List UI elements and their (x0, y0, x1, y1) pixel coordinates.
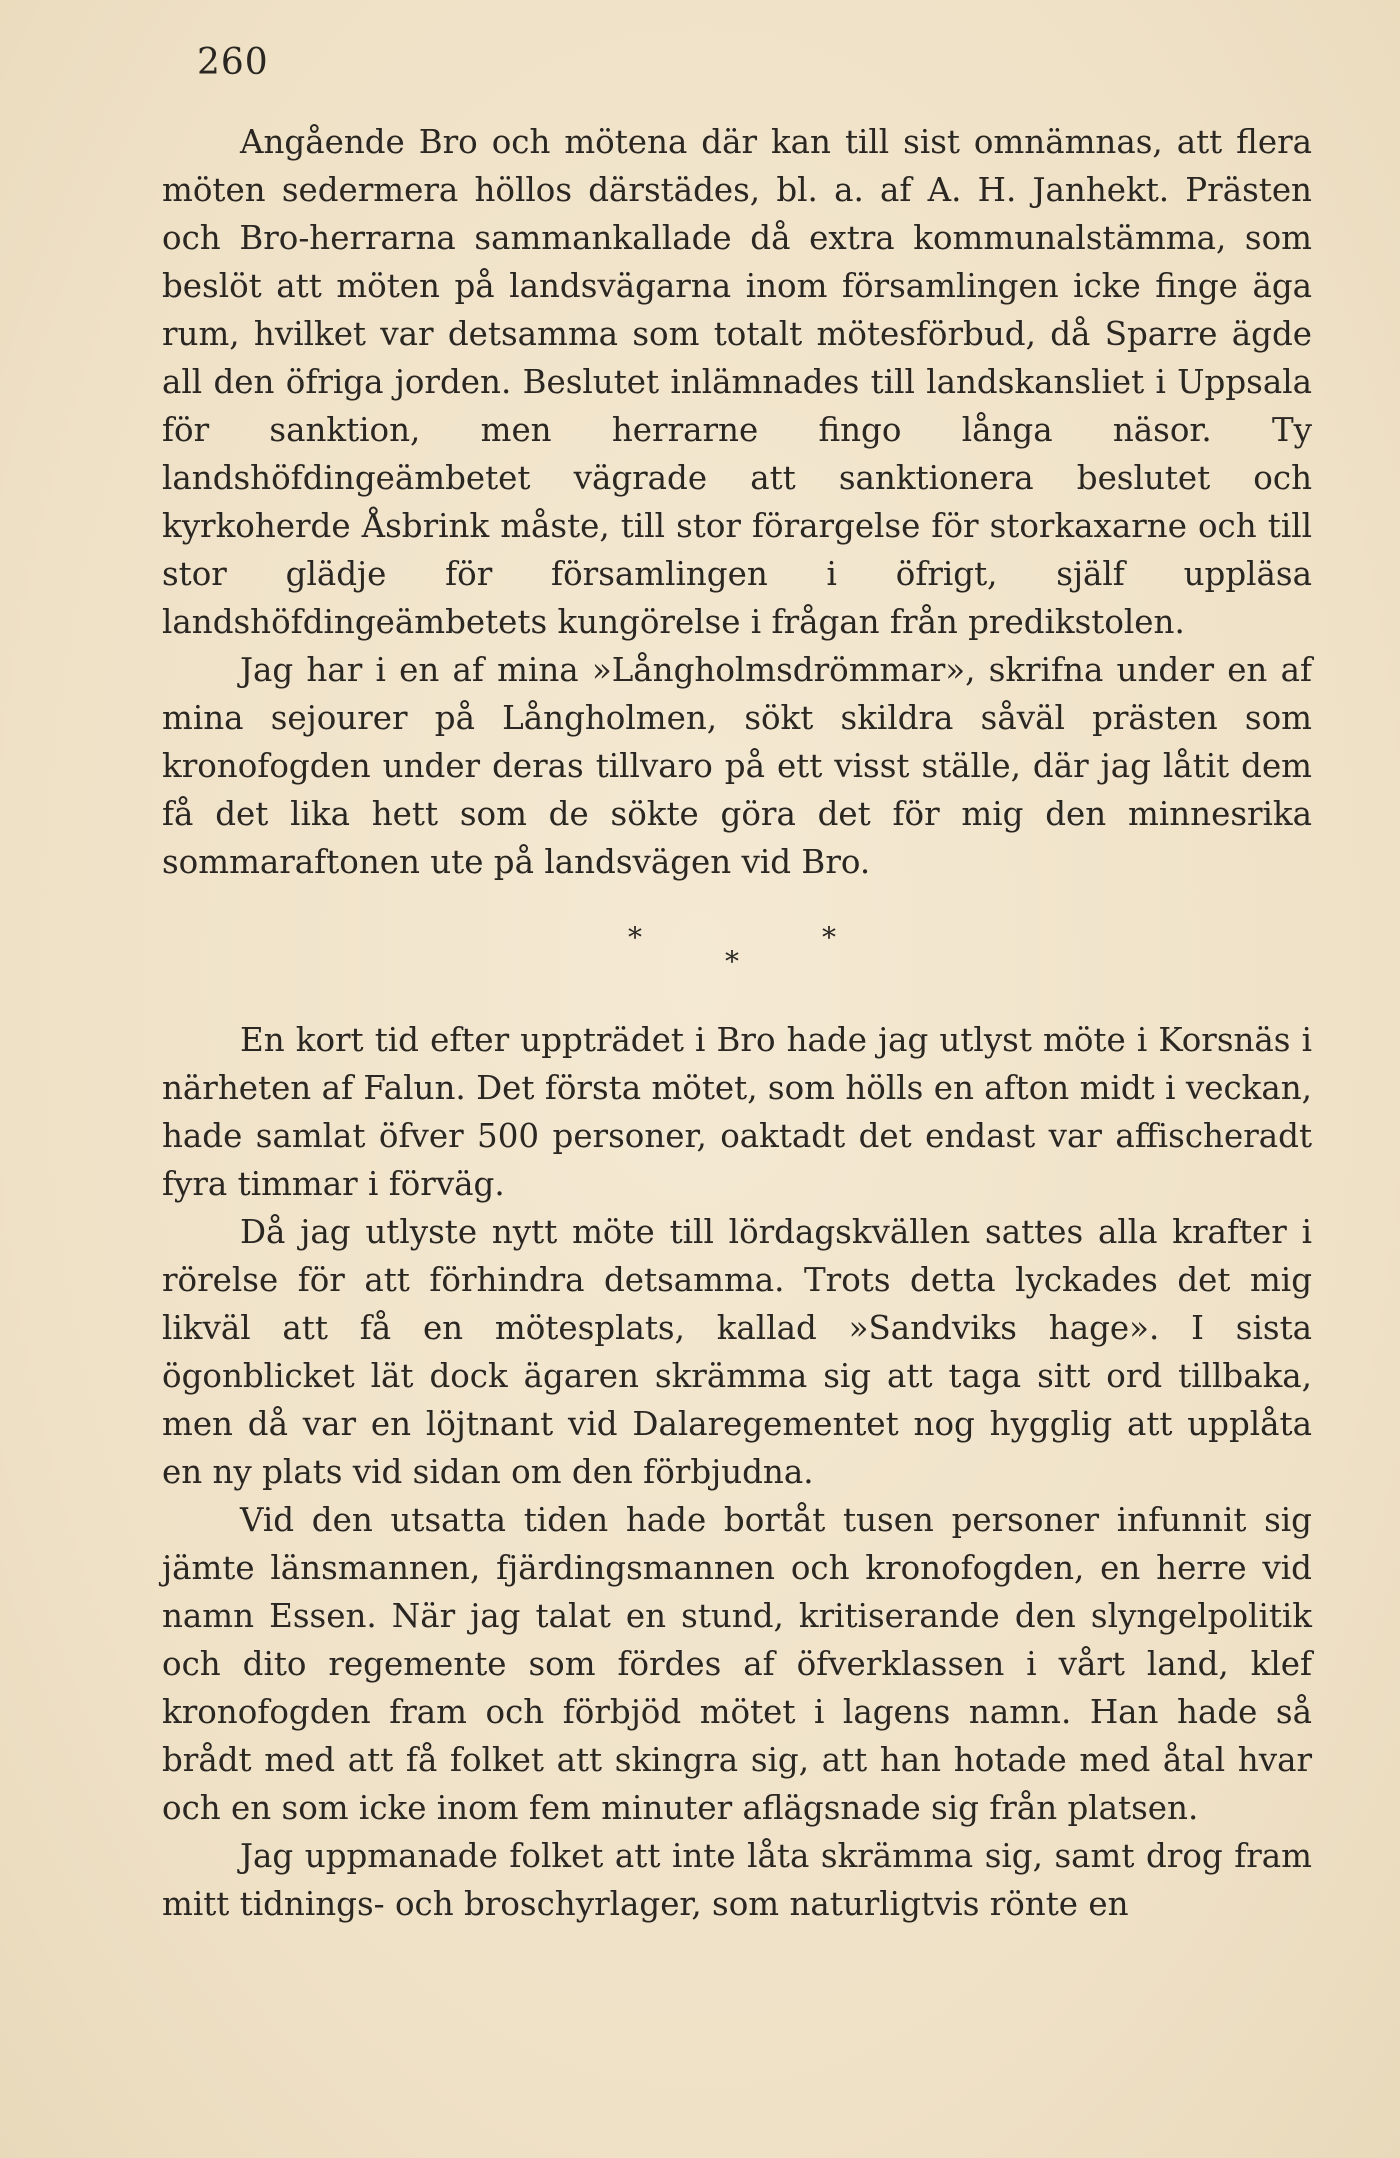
separator-star: * (628, 921, 642, 954)
paragraph: Angående Bro och mötena där kan till sist omnämnas, att flera möten sedermera höllos därstädes, bl. a. af A. H. Janhekt. Prästen och Bro-herrarna sammankallade då extra kommunalstämma, som beslöt att möten på landsvägarna inom församlingen icke finge äga rum, hvilket var detsamma som totalt mötesförbud, då Sparre ägde all den öfriga jorden. Beslutet inlämnades till landskansliet i Uppsala för sanktion, men herrarne fingo långa näsor. Ty landshöfdingeämbetet vägrade att sanktionera beslutet och kyrkoherde Åsbrink måste, till stor förargelse för storkaxarne och till stor glädje för församlingen i öfrigt, själf uppläsa landshöfdingeämbetets kungörelse i frågan från predikstolen. (162, 123, 1312, 641)
paragraph: Då jag utlyste nytt möte till lördagskvällen sattes alla krafter i rörelse för att förhindra detsamma. Trots detta lyckades det mig likväl att få en mötesplats, kallad »Sandviks hage». I sista ögonblicket lät dock ägaren skrämma sig att taga sitt ord tillbaka, men då var en löjtnant vid Dalaregementet nog hygglig att upplåta en ny plats vid sidan om den förbjudna. (162, 1213, 1312, 1491)
body-text (162, 118, 1312, 1928)
section-separator (162, 886, 1312, 1016)
paragraph: Jag har i en af mina »Långholmsdrömmar», skrifna under en af mina sejourer på Långholmen, sökt skildra såväl prästen som kronofogden under deras tillvaro på ett visst ställe, där jag låtit dem få det lika hett som de sökte göra det för mig den minnesrika sommaraftonen ute på landsvägen vid Bro. (162, 651, 1312, 881)
page-number: 260 (197, 42, 269, 83)
separator-star: * (822, 921, 836, 954)
paragraph: Vid den utsatta tiden hade bortåt tusen personer infunnit sig jämte länsmannen, fjärdingsmannen och kronofogden, en herre vid namn Essen. När jag talat en stund, kritiserande den slyngelpolitik och dito regemente som fördes af öfverklassen i vårt land, klef kronofogden fram och förbjöd mötet i lagens namn. Han hade så brådt med att få folket att skingra sig, att han hotade med åtal hvar och en som icke inom fem minuter aflägsnade sig från platsen. (162, 1501, 1312, 1827)
separator-star: * (725, 945, 739, 978)
paragraph: En kort tid efter uppträdet i Bro hade jag utlyst möte i Korsnäs i närheten af Falun. Det första mötet, som hölls en afton midt i veckan, hade samlat öfver 500 personer, oaktadt det endast var affischeradt fyra timmar i förväg. (162, 1021, 1312, 1203)
paragraph: Jag uppmanade folket att inte låta skrämma sig, samt drog fram mitt tidnings- och broschyrlager, som naturligtvis rönte en (162, 1837, 1312, 1923)
